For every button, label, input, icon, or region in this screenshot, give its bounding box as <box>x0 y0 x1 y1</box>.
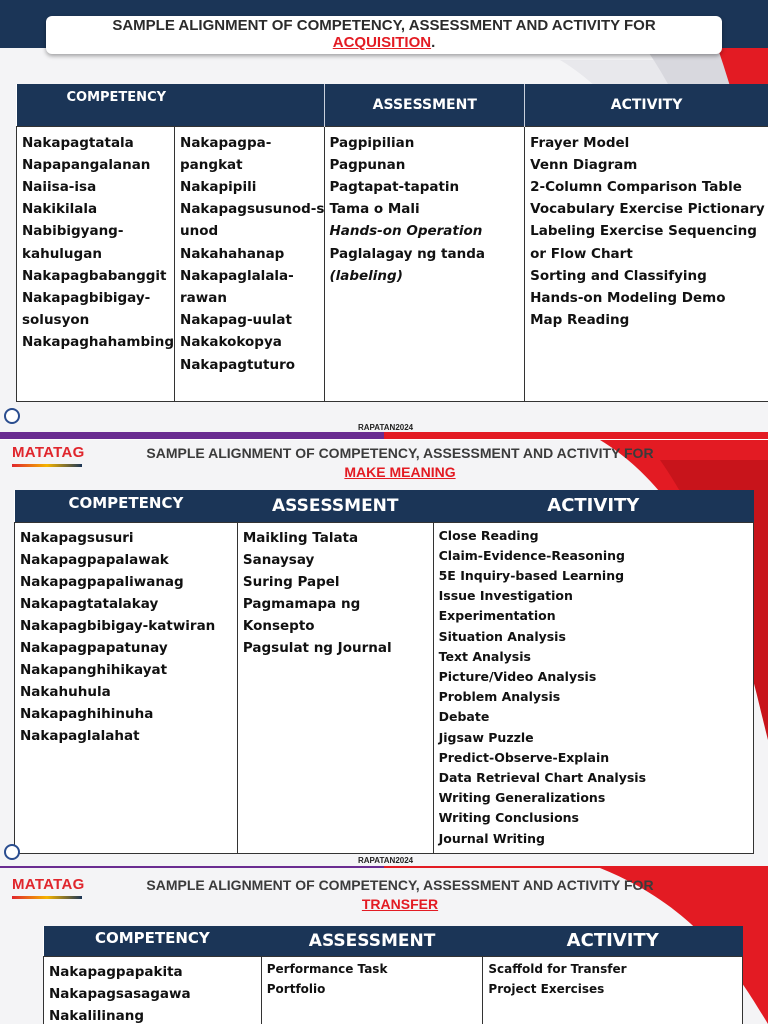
competency-item: Nakapaglalala- <box>180 267 294 284</box>
alignment-table <box>43 926 743 1024</box>
competency-cell <box>44 956 262 1024</box>
competency-item: Nakapagpa- <box>180 134 272 151</box>
activity-item: Journal Writing <box>438 830 546 846</box>
activity-cell <box>525 126 768 402</box>
deped-seal-icon <box>4 408 20 424</box>
competency-cell-2 <box>175 126 325 402</box>
activity-item: Issue Investigation <box>438 588 573 604</box>
competency-item: rawan <box>180 289 227 306</box>
assessment-item: (labeling) <box>329 267 403 284</box>
activity-item: Debate <box>438 709 490 725</box>
assessment-cell <box>261 956 483 1024</box>
slide-transfer <box>0 868 768 1024</box>
activity-item: Data Retrieval Chart Analysis <box>438 769 647 785</box>
assessment-item: Maikling Talata <box>242 529 359 546</box>
competency-item: Nakapagpapaliwanag <box>20 573 184 590</box>
competency-item: Nakapaghihinuha <box>20 705 154 722</box>
competency-cell-1 <box>17 126 175 402</box>
deped-seal-icon <box>4 844 20 860</box>
header-assessment: ASSESSMENT <box>237 490 433 522</box>
competency-item: Naiisa-isa <box>22 178 97 195</box>
header-activity: ACTIVITY <box>483 926 743 956</box>
alignment-table <box>16 84 768 402</box>
activity-item: Hands-on Modeling Demo <box>530 289 726 306</box>
title-highlight: ACQUISITION <box>332 34 432 51</box>
competency-item: Nakapagbabanggit <box>22 267 167 284</box>
assessment-item: Pagmamapa ng <box>242 595 361 612</box>
title-text: SAMPLE ALIGNMENT OF COMPETENCY, ASSESSMENT AND ACTIVITY FOR <box>146 445 654 461</box>
title-highlight: MAKE MEANING <box>344 464 456 480</box>
competency-item: Nakahahanap <box>180 245 285 262</box>
competency-item: Nakapagsasagawa <box>49 985 191 1002</box>
header-competency: COMPETENCY <box>44 926 262 956</box>
competency-item: unod <box>180 223 219 240</box>
competency-item: Nakahuhula <box>20 683 111 700</box>
activity-item: Claim-Evidence-Reasoning <box>438 547 625 563</box>
matatag-logo: MATATAG <box>12 444 85 461</box>
activity-item: Vocabulary Exercise Pictionary <box>530 201 765 218</box>
assessment-list <box>243 527 433 659</box>
divider-bar-1 <box>0 432 768 439</box>
competency-item: Nakapipili <box>180 178 257 195</box>
competency-item: Nakapagtatalakay <box>20 595 159 612</box>
competency-item: Nakapagtuturo <box>180 356 296 373</box>
slide-acquisition <box>0 0 768 434</box>
activity-list <box>530 132 768 332</box>
competency-item: Nakapagbibigay- <box>22 289 151 306</box>
assessment-item: Pagtapat-tapatin <box>329 178 460 195</box>
header-activity: ACTIVITY <box>433 490 753 522</box>
competency-item: Nakapag-uulat <box>180 312 292 329</box>
activity-item: Venn Diagram <box>530 156 638 173</box>
assessment-cell <box>325 126 525 402</box>
title-text: SAMPLE ALIGNMENT OF COMPETENCY, ASSESSMENT AND ACTIVITY FOR <box>146 877 654 893</box>
competency-item: Nakapagtatala <box>22 134 134 151</box>
activity-cell <box>433 522 753 854</box>
activity-item: Jigsaw Puzzle <box>438 729 534 745</box>
header-competency: COMPETENCY <box>17 84 325 126</box>
competency-item: kahulugan <box>22 245 102 262</box>
competency-item: solusyon <box>22 312 90 329</box>
activity-item: Writing Generalizations <box>438 790 606 806</box>
assessment-item: Pagsulat ng Journal <box>242 639 392 656</box>
competency-item: Nabibigyang- <box>22 223 124 240</box>
activity-list <box>439 526 753 849</box>
competency-item: Nakalilinang <box>49 1007 145 1024</box>
assessment-item: Portfolio <box>266 981 326 996</box>
competency-item: Nakapagsusuri <box>20 529 134 546</box>
competency-item: Nakapaghahambing <box>22 334 175 351</box>
assessment-item: Pagpipilian <box>329 134 415 151</box>
activity-item: Text Analysis <box>438 648 531 664</box>
competency-item: Napapangalanan <box>22 156 151 173</box>
header-assessment: ASSESSMENT <box>325 84 525 126</box>
competency-item: pangkat <box>180 156 243 173</box>
assessment-cell <box>237 522 433 854</box>
slide-make-meaning <box>0 440 768 866</box>
competency-list-1 <box>22 132 174 354</box>
alignment-table <box>14 490 754 854</box>
header-activity: ACTIVITY <box>525 84 768 126</box>
assessment-item: Sanaysay <box>242 551 315 568</box>
activity-item: Sorting and Classifying <box>530 267 707 284</box>
slide-title <box>90 876 710 914</box>
competency-item: Nakapagpapakita <box>49 963 183 980</box>
assessment-list <box>329 132 524 287</box>
assessment-list <box>267 959 483 999</box>
activity-item: Predict-Observe-Explain <box>438 749 610 765</box>
activity-item: Close Reading <box>438 527 539 543</box>
competency-item: Nakakokopya <box>180 334 282 351</box>
activity-item: Labeling Exercise Sequencing <box>530 223 757 240</box>
logo-underline <box>12 896 82 899</box>
activity-cell <box>483 956 743 1024</box>
logo-underline <box>12 464 82 467</box>
header-assessment: ASSESSMENT <box>261 926 483 956</box>
activity-item: Problem Analysis <box>438 689 561 705</box>
activity-item: Situation Analysis <box>438 628 566 644</box>
title-text: SAMPLE ALIGNMENT OF COMPETENCY, ASSESSMENT AND ACTIVITY FOR <box>112 17 656 34</box>
competency-item: Nakapagbibigay-katwiran <box>20 617 216 634</box>
activity-item: 5E Inquiry-based Learning <box>438 567 625 583</box>
activity-item: Picture/Video Analysis <box>438 668 597 684</box>
assessment-item: Paglalagay ng tanda <box>329 245 485 262</box>
assessment-item: Konsepto <box>242 617 315 634</box>
competency-item: Nakapagpapatunay <box>20 639 168 656</box>
title-suffix: . <box>431 34 436 51</box>
activity-list <box>488 959 742 999</box>
activity-item: Scaffold for Transfer <box>488 961 627 976</box>
competency-item: Nakapagsusunod-s <box>180 201 325 218</box>
competency-item: Nakapanghihikayat <box>20 661 168 678</box>
competency-list-2 <box>180 132 324 376</box>
assessment-item: Tama o Mali <box>329 201 420 218</box>
footer-text: RAPATAN2024 <box>358 423 414 432</box>
assessment-item: Hands-on Operation <box>329 223 483 240</box>
slide-title <box>46 16 722 54</box>
activity-item: Project Exercises <box>488 981 605 996</box>
header-competency: COMPETENCY <box>15 490 238 522</box>
competency-cell <box>15 522 238 854</box>
competency-item: Nakapaglalahat <box>20 727 140 744</box>
activity-item: Frayer Model <box>530 134 630 151</box>
competency-list <box>49 961 261 1024</box>
competency-item: Nakikilala <box>22 201 98 218</box>
activity-item: Experimentation <box>438 608 556 624</box>
assessment-item: Pagpunan <box>329 156 406 173</box>
slide-title <box>90 444 710 482</box>
assessment-item: Suring Papel <box>242 573 340 590</box>
competency-list <box>20 527 237 747</box>
activity-item: Writing Conclusions <box>438 810 579 826</box>
competency-item: Nakapagpapalawak <box>20 551 169 568</box>
activity-item: 2-Column Comparison Table <box>530 178 742 195</box>
title-highlight: TRANSFER <box>361 896 439 912</box>
activity-item: Map Reading <box>530 312 630 329</box>
assessment-item: Performance Task <box>266 961 388 976</box>
footer-text: RAPATAN2024 <box>358 856 414 865</box>
matatag-logo: MATATAG <box>12 876 85 893</box>
activity-item: or Flow Chart <box>530 245 633 262</box>
